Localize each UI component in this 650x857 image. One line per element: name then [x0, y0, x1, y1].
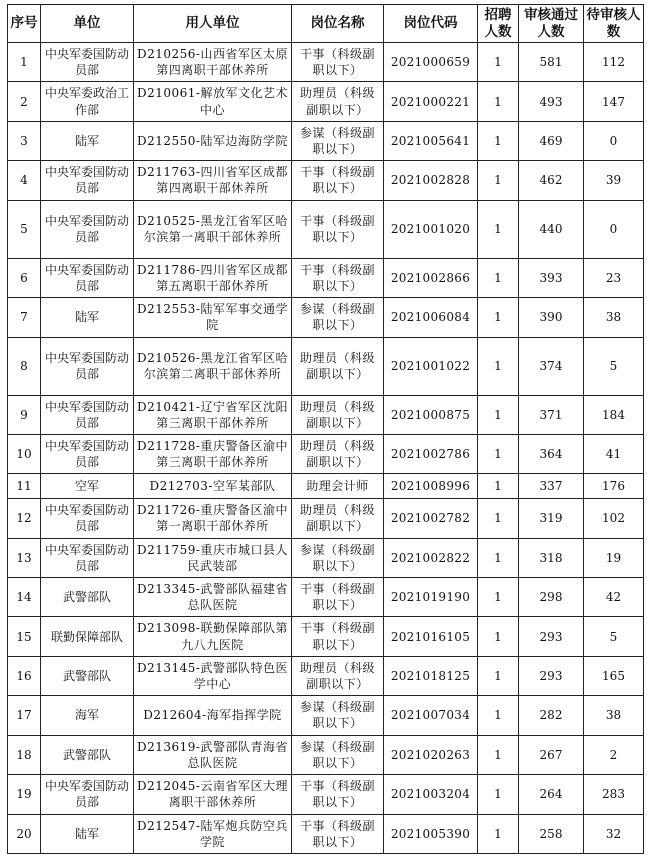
row-passed: 371 — [519, 395, 584, 434]
row-seq: 11 — [8, 474, 41, 499]
row-seq: 19 — [8, 775, 41, 814]
row-passed: 293 — [519, 617, 584, 656]
row-seq: 5 — [8, 200, 41, 258]
row-hire: 1 — [478, 395, 519, 434]
row-passed: 581 — [519, 43, 584, 82]
row-unit: 中央军委国防动员部 — [41, 499, 134, 538]
row-code: 2021016105 — [384, 617, 478, 656]
row-passed: 258 — [519, 814, 584, 854]
row-unit: 陆军 — [41, 814, 134, 854]
row-passed: 267 — [519, 735, 584, 774]
row-position: 助理员（科级副职以下） — [292, 656, 384, 695]
row-hire: 1 — [478, 696, 519, 735]
header-hire: 招聘人数 — [478, 5, 519, 43]
row-pending: 112 — [584, 43, 644, 82]
row-seq: 1 — [8, 43, 41, 82]
row-position: 助理员（科级副职以下） — [292, 395, 384, 434]
row-hire: 1 — [478, 499, 519, 538]
table-row — [8, 656, 644, 695]
row-seq: 14 — [8, 578, 41, 617]
row-hire: 1 — [478, 578, 519, 617]
row-seq: 13 — [8, 538, 41, 577]
row-unit: 武警部队 — [41, 735, 134, 774]
header-unit: 单位 — [41, 5, 134, 43]
row-employer: D212553-陆军军事交通学院 — [134, 298, 292, 337]
row-unit: 中央军委政治工作部 — [41, 82, 134, 121]
row-employer: D210525-黑龙江省军区哈尔滨第一离职干部休养所 — [134, 200, 292, 258]
row-pending: 5 — [584, 337, 644, 395]
row-code: 2021008996 — [384, 474, 478, 499]
row-unit: 中央军委国防动员部 — [41, 200, 134, 258]
row-passed: 493 — [519, 82, 584, 121]
row-code: 2021006084 — [384, 298, 478, 337]
row-position: 助理员（科级副职以下） — [292, 337, 384, 395]
row-position: 干事（科级副职以下） — [292, 775, 384, 814]
row-pending: 0 — [584, 200, 644, 258]
row-unit: 中央军委国防动员部 — [41, 395, 134, 434]
row-hire: 1 — [478, 434, 519, 473]
row-unit: 空军 — [41, 474, 134, 499]
row-code: 2021002828 — [384, 161, 478, 200]
table-row — [8, 775, 644, 814]
row-hire: 1 — [478, 121, 519, 160]
row-code: 2021003204 — [384, 775, 478, 814]
row-seq: 6 — [8, 258, 41, 297]
row-pending: 176 — [584, 474, 644, 499]
row-code: 2021019190 — [384, 578, 478, 617]
row-position: 参谋（科级副职以下） — [292, 121, 384, 160]
row-position: 助理员（科级副职以下） — [292, 434, 384, 473]
table-row — [8, 617, 644, 656]
row-hire: 1 — [478, 161, 519, 200]
row-unit: 武警部队 — [41, 578, 134, 617]
row-pending: 102 — [584, 499, 644, 538]
row-employer: D211726-重庆警备区渝中第一离职干部休养所 — [134, 499, 292, 538]
row-employer: D212604-海军指挥学院 — [134, 696, 292, 735]
row-employer: D212703-空军某部队 — [134, 474, 292, 499]
row-seq: 16 — [8, 656, 41, 695]
table-row — [8, 395, 644, 434]
row-seq: 7 — [8, 298, 41, 337]
row-passed: 318 — [519, 538, 584, 577]
row-unit: 中央军委国防动员部 — [41, 161, 134, 200]
table-row — [8, 814, 644, 854]
row-code: 2021002822 — [384, 538, 478, 577]
row-hire: 1 — [478, 775, 519, 814]
row-code: 2021001022 — [384, 337, 478, 395]
row-pending: 184 — [584, 395, 644, 434]
row-unit: 中央军委国防动员部 — [41, 775, 134, 814]
row-unit: 陆军 — [41, 298, 134, 337]
row-code: 2021000221 — [384, 82, 478, 121]
row-position: 干事（科级副职以下） — [292, 617, 384, 656]
row-position: 参谋（科级副职以下） — [292, 696, 384, 735]
row-position: 干事（科级副职以下） — [292, 814, 384, 854]
header-code: 岗位代码 — [384, 5, 478, 43]
table-row — [8, 161, 644, 200]
row-passed: 264 — [519, 775, 584, 814]
row-position: 参谋（科级副职以下） — [292, 538, 384, 577]
row-pending: 41 — [584, 434, 644, 473]
row-hire: 1 — [478, 735, 519, 774]
header-pending: 待审核人数 — [584, 5, 644, 43]
row-seq: 17 — [8, 696, 41, 735]
row-hire: 1 — [478, 656, 519, 695]
row-seq: 18 — [8, 735, 41, 774]
recruitment-table — [7, 4, 644, 854]
row-passed: 393 — [519, 258, 584, 297]
table-row — [8, 298, 644, 337]
row-unit: 中央军委国防动员部 — [41, 258, 134, 297]
row-unit: 海军 — [41, 696, 134, 735]
row-position: 干事（科级副职以下） — [292, 258, 384, 297]
row-hire: 1 — [478, 617, 519, 656]
row-unit: 武警部队 — [41, 656, 134, 695]
row-code: 2021000659 — [384, 43, 478, 82]
row-hire: 1 — [478, 337, 519, 395]
header-position: 岗位名称 — [292, 5, 384, 43]
table-row — [8, 538, 644, 577]
row-position: 干事（科级副职以下） — [292, 43, 384, 82]
row-position: 参谋（科级副职以下） — [292, 298, 384, 337]
row-seq: 10 — [8, 434, 41, 473]
row-passed: 298 — [519, 578, 584, 617]
row-unit: 中央军委国防动员部 — [41, 434, 134, 473]
row-position: 助理员（科级副职以下） — [292, 499, 384, 538]
row-position: 助理员（科级副职以下） — [292, 82, 384, 121]
row-seq: 8 — [8, 337, 41, 395]
row-pending: 5 — [584, 617, 644, 656]
row-position: 干事（科级副职以下） — [292, 578, 384, 617]
row-hire: 1 — [478, 200, 519, 258]
table-row — [8, 499, 644, 538]
row-hire: 1 — [478, 82, 519, 121]
row-employer: D211786-四川省军区成都第五离职干部休养所 — [134, 258, 292, 297]
row-unit: 中央军委国防动员部 — [41, 337, 134, 395]
row-position: 助理会计师 — [292, 474, 384, 499]
row-employer: D212547-陆军炮兵防空兵学院 — [134, 814, 292, 854]
table-row — [8, 121, 644, 160]
header-employer: 用人单位 — [134, 5, 292, 43]
row-seq: 9 — [8, 395, 41, 434]
row-employer: D212045-云南省军区大理离职干部休养所 — [134, 775, 292, 814]
row-pending: 147 — [584, 82, 644, 121]
table-row — [8, 200, 644, 258]
row-hire: 1 — [478, 43, 519, 82]
row-employer: D210421-辽宁省军区沈阳第三离职干部休养所 — [134, 395, 292, 434]
row-employer: D210526-黑龙江省军区哈尔滨第二离职干部休养所 — [134, 337, 292, 395]
row-employer: D211728-重庆警备区渝中第三离职干部休养所 — [134, 434, 292, 473]
row-pending: 38 — [584, 298, 644, 337]
row-pending: 38 — [584, 696, 644, 735]
row-pending: 0 — [584, 121, 644, 160]
row-code: 2021005641 — [384, 121, 478, 160]
table-row — [8, 434, 644, 473]
row-passed: 337 — [519, 474, 584, 499]
row-unit: 中央军委国防动员部 — [41, 538, 134, 577]
row-passed: 293 — [519, 656, 584, 695]
row-pending: 2 — [584, 735, 644, 774]
row-code: 2021002866 — [384, 258, 478, 297]
table-row — [8, 43, 644, 82]
row-pending: 42 — [584, 578, 644, 617]
row-employer: D210256-山西省军区太原第四离职干部休养所 — [134, 43, 292, 82]
header-passed: 审核通过人数 — [519, 5, 584, 43]
row-seq: 3 — [8, 121, 41, 160]
row-employer: D211763-四川省军区成都第四离职干部休养所 — [134, 161, 292, 200]
table-body — [8, 43, 644, 854]
table-row — [8, 696, 644, 735]
row-employer: D213345-武警部队福建省总队医院 — [134, 578, 292, 617]
row-position: 干事（科级副职以下） — [292, 161, 384, 200]
row-passed: 462 — [519, 161, 584, 200]
row-unit: 联勤保障部队 — [41, 617, 134, 656]
table-row — [8, 578, 644, 617]
table-row — [8, 82, 644, 121]
row-code: 2021018125 — [384, 656, 478, 695]
row-code: 2021002782 — [384, 499, 478, 538]
row-hire: 1 — [478, 298, 519, 337]
row-code: 2021007034 — [384, 696, 478, 735]
row-passed: 440 — [519, 200, 584, 258]
row-employer: D210061-解放军文化艺术中心 — [134, 82, 292, 121]
row-seq: 12 — [8, 499, 41, 538]
row-seq: 15 — [8, 617, 41, 656]
row-code: 2021001020 — [384, 200, 478, 258]
row-employer: D213145-武警部队特色医学中心 — [134, 656, 292, 695]
row-passed: 374 — [519, 337, 584, 395]
row-employer: D213098-联勤保障部队第九八九医院 — [134, 617, 292, 656]
row-hire: 1 — [478, 258, 519, 297]
row-employer: D211759-重庆市城口县人民武装部 — [134, 538, 292, 577]
row-passed: 319 — [519, 499, 584, 538]
row-pending: 19 — [584, 538, 644, 577]
row-employer: D212550-陆军边海防学院 — [134, 121, 292, 160]
header-seq: 序号 — [8, 5, 41, 43]
table-row — [8, 337, 644, 395]
row-hire: 1 — [478, 814, 519, 854]
row-pending: 283 — [584, 775, 644, 814]
row-hire: 1 — [478, 538, 519, 577]
row-passed: 469 — [519, 121, 584, 160]
row-unit: 中央军委国防动员部 — [41, 43, 134, 82]
row-seq: 2 — [8, 82, 41, 121]
row-code: 2021005390 — [384, 814, 478, 854]
row-pending: 32 — [584, 814, 644, 854]
row-employer: D213619-武警部队青海省总队医院 — [134, 735, 292, 774]
row-passed: 282 — [519, 696, 584, 735]
row-pending: 165 — [584, 656, 644, 695]
table-row — [8, 735, 644, 774]
row-passed: 390 — [519, 298, 584, 337]
row-seq: 4 — [8, 161, 41, 200]
row-seq: 20 — [8, 814, 41, 854]
row-position: 参谋（科级副职以下） — [292, 735, 384, 774]
table-row — [8, 474, 644, 499]
header-row — [8, 5, 644, 43]
table-row — [8, 258, 644, 297]
row-pending: 23 — [584, 258, 644, 297]
row-pending: 39 — [584, 161, 644, 200]
row-code: 2021002786 — [384, 434, 478, 473]
row-unit: 陆军 — [41, 121, 134, 160]
row-position: 干事（科级副职以下） — [292, 200, 384, 258]
row-hire: 1 — [478, 474, 519, 499]
row-code: 2021000875 — [384, 395, 478, 434]
row-code: 2021020263 — [384, 735, 478, 774]
row-passed: 364 — [519, 434, 584, 473]
